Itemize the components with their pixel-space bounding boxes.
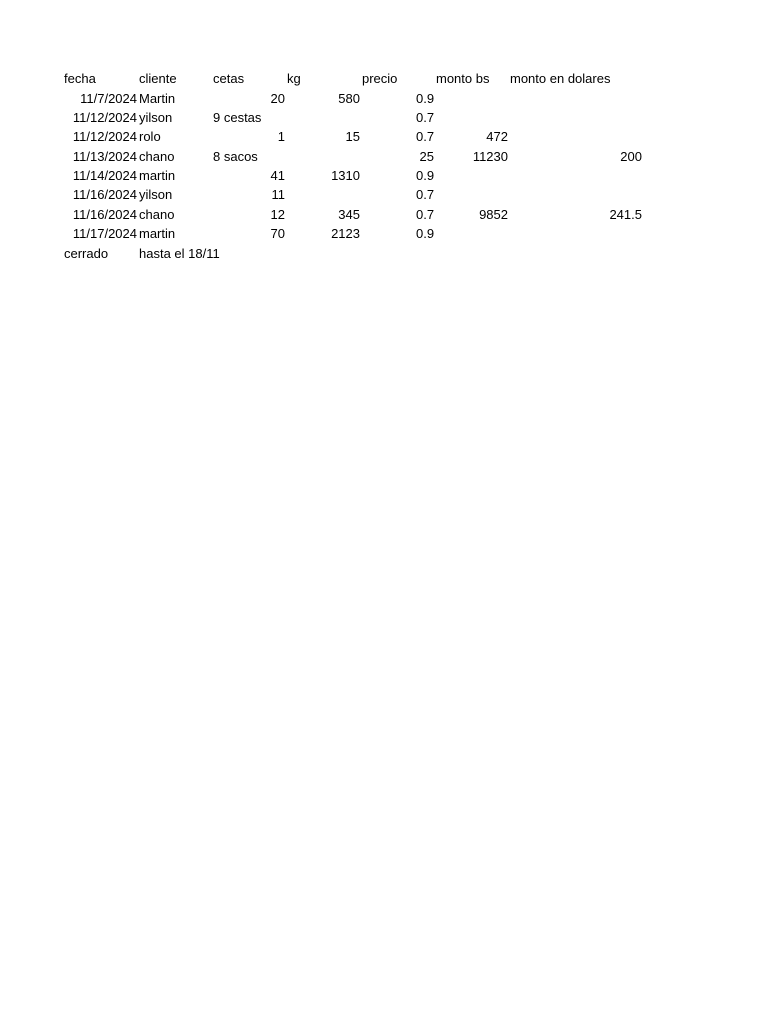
cell-fecha: 11/17/2024 [72,226,137,241]
cell-monto-usd [434,166,508,185]
header-precio: precio [362,71,398,86]
cell-fecha: 11/7/2024 [80,91,137,106]
cell-monto-usd: 472 [486,129,508,144]
cell-extra: 241.5 [609,207,642,222]
cell-monto-usd: 9852 [479,207,508,222]
cell-cliente: martin [139,168,176,183]
cell-monto-usd: 11230 [472,149,508,164]
cell-fecha: 11/13/2024 [72,149,137,164]
cell-fecha: 11/14/2024 [72,168,137,183]
cell-extra [568,185,642,204]
cell-cliente: chano [139,207,175,222]
header-cliente: cliente [139,71,177,86]
header-monto-usd: monto en dolares [510,71,611,86]
cell-fecha: 11/16/2024 [72,207,137,222]
cell-monto-bs: 0.7 [416,207,435,222]
cell-monto-usd [434,108,508,127]
cell-monto-bs: 0.9 [416,168,435,183]
cell-monto-bs: 0.9 [416,226,435,241]
cell-extra [568,108,642,127]
cell-monto-bs: 0.9 [416,91,435,106]
cell-extra [568,127,642,146]
footer-row [0,244,768,263]
cell-extra [568,89,642,108]
footer-cerrado: cerrado [64,246,109,261]
cell-kg: 12 [270,207,285,222]
table-row [0,89,768,108]
cell-fecha: 11/12/2024 [72,129,137,144]
cell-monto-usd [434,89,508,108]
cell-monto-bs: 0.7 [416,187,435,202]
cell-kg: 70 [270,226,285,241]
table-row [0,205,768,224]
cell-kg: 1 [277,129,285,144]
cell-cliente: Martin [139,91,176,106]
cell-kg: 11 [271,187,285,202]
cell-precio: 345 [338,207,360,222]
cell-monto-bs: 0.7 [416,129,435,144]
cell-precio [286,185,360,204]
cell-kg: 41 [270,168,285,183]
header-cetas: cetas [213,71,245,86]
cell-fecha: 11/16/2024 [72,187,137,202]
cell-precio: 1310 [331,168,360,183]
header-kg: kg [287,71,301,86]
cell-precio [286,108,360,127]
cell-kg: 20 [270,91,285,106]
cell-precio: 580 [338,91,360,106]
cell-fecha: 11/12/2024 [72,110,137,125]
cell-kg [211,147,285,166]
table-row [0,108,768,127]
header-fecha: fecha [64,71,96,86]
table-row [0,166,768,185]
cell-monto-usd [434,224,508,243]
cell-extra [568,224,642,243]
table-row [0,224,768,243]
header-monto-bs: monto bs [436,71,490,86]
cell-cliente: chano [139,149,175,164]
cell-monto-usd [434,185,508,204]
cell-cetas: 8 sacos [213,149,258,164]
cell-precio: 2123 [331,226,360,241]
footer-hasta: hasta el 18/11 [139,246,220,261]
cell-monto-bs: 25 [419,149,434,164]
cell-monto-bs: 0.7 [416,110,435,125]
cell-cliente: yilson [139,187,173,202]
table-row [0,127,768,146]
cell-kg [211,108,285,127]
cell-extra [568,166,642,185]
cell-cliente: rolo [139,129,161,144]
header-row [0,69,768,88]
cell-extra: 200 [620,149,642,164]
cell-precio [286,147,360,166]
cell-precio: 15 [345,129,360,144]
table-row [0,185,768,204]
cell-cliente: martin [139,226,176,241]
cell-cetas: 9 cestas [213,110,262,125]
table-row [0,147,768,166]
cell-cliente: yilson [139,110,173,125]
